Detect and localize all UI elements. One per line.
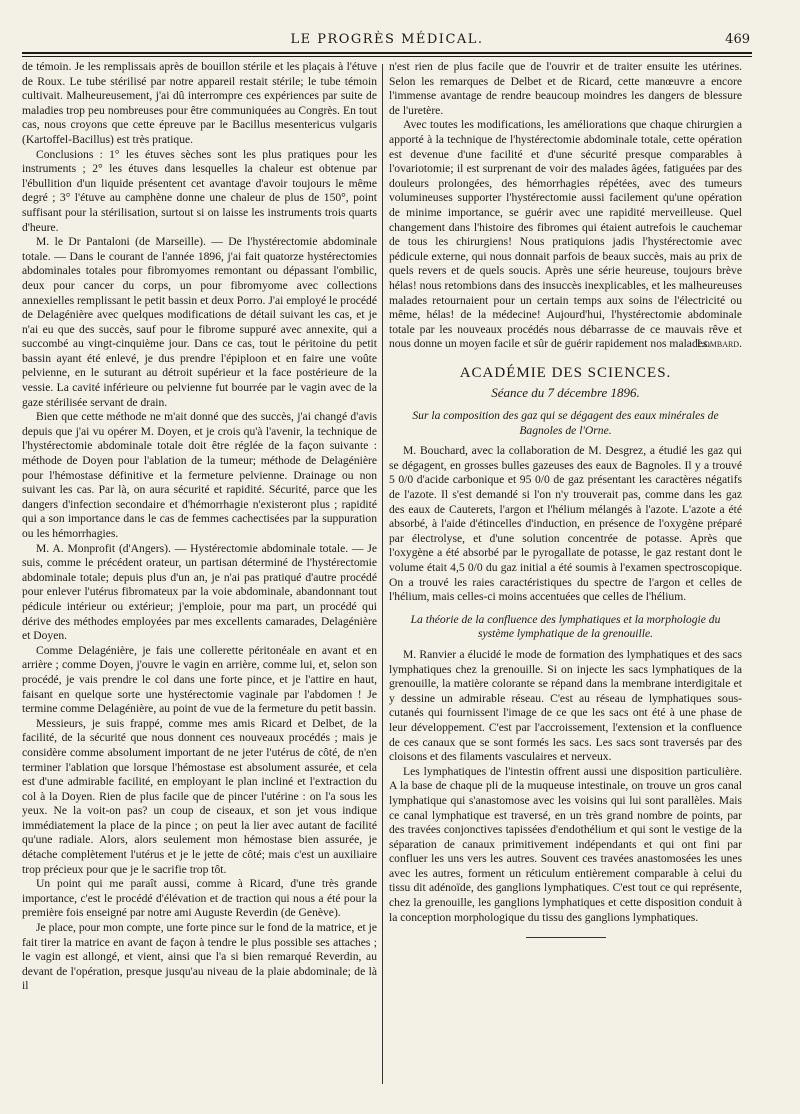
paragraph: M. A. Monprofit (d'Angers). — Hystérectomie abdominale totale. — Je suis, comme le précédent orateur, un partisan déterminé de l'hystérectomie abdominale totale; depuis plus d'un an, je n'ai pas pratiqué d'autre procédé pour enlever l'utérus fibromateux par la voie abdominale, abandonnant tout pédicule intérieur ou extérieur; j'emploie, pour ma part, un procédé qui dérive des méthodes employées par mes excellents camarades, Delagénière et Doyen. xyxy=(22,541,377,643)
paragraph: Bien que cette méthode ne m'ait donné que des succès, j'ai changé d'avis depuis que j'ai vu opérer M. Doyen, et je crois qu'à l'avenir, la technique de l'hystérectomie abdominale totale doit être réglée de la façon suivante : méthode de Doyen pour l'ablation de la tumeur; méthode de Delagénière pour l'hémostase définitive et la fermeture pelvienne. Drainage ou non suivant les cas. Par là, on aura sécurité et rapidité. Sécurité, parce que les dangers d'infection secondaire et d'hémorrhagie n'existeront plus ; rapidité qui a son importance dans le cas de femmes cachectisées par la suppuration ou les hémorrhagies. xyxy=(22,410,377,540)
paragraph: M. le Dr Pantaloni (de Marseille). — De l'hystérectomie abdominale totale. — Dans le courant de l'année 1896, j'ai fait quatorze hystérectomies abdominales totales pour fibromyomes remontant ou dépassant l'ombilic, deux pour cancer du corps, un pour fibromyome avec collections annexielles remplissant le petit bassin et deux Porro. J'ai employé le procédé de Delagénière avec quelques modifications de détail suivant les cas, et je n'ai eu que des succès, sauf pour le fibrome suppuré avec annexite, qui a succombé au vingt-cinquième jour. Dans ce cas, tout le péritoine du petit bassin ayant été enlevé, je dus prendre l'épiploon et en faire une voûte pelvienne, en le suturant au détroit supérieur et la face postérieure de la vessie. La cavité inférieure ou pelvienne fut bourrée par le vagin avec de la gaze stérilisée servant de drain. xyxy=(22,235,377,409)
article-subheading: La théorie de la confluence des lymphatiques et la morphologie du système lymphatique de la grenouille. xyxy=(410,612,721,641)
paragraph: de témoin. Je les remplissais après de bouillon stérile et les plaçais à l'étuve de Roux. Le tube stérilisé par notre appareil restait stérile; le tube témoin cultivait. Malheureusement, j'ai dû interrompre ces expériences par suite de maladies trop peu nombreuses pour être communiquées au Congrès. En tout cas, nous croyons que cette épreuve par le Bacillus mesentericus vulgaris (Kartoffel-Bacillus) est très pratique. xyxy=(22,60,377,146)
section-title: ACADÉMIE DES SCIENCES. xyxy=(459,364,672,381)
article-subheading: Sur la composition des gaz qui se dégagent des eaux minérales de Bagnoles de l'Orne. xyxy=(412,409,719,437)
left-column xyxy=(22,60,377,1096)
paragraph: M. Ranvier a élucidé le mode de formation des lymphatiques et des sacs lymphatiques chez la grenouille. Si on injecte les sacs lymphatiques de la grenouille, la matière colorante se répand dans la membrane interdigitale et y dessine un admirable réseau. C'est au réseau de lymphatiques sous-cutanés qui fournissent l'image de ce que les sacs ont été à une phase de leur développement. C'est par l'accroissement, l'extension et la confluence de ces canaux que se sont formés les sacs. Les sacs sont traversés par des cloisons et des filaments vasculaires et nerveux. xyxy=(389,647,742,764)
running-header xyxy=(22,26,752,52)
header-rule-thin xyxy=(22,56,752,57)
end-rule xyxy=(526,937,606,938)
paragraph: Les lymphatiques de l'intestin offrent aussi une disposition particulière. A la base de chaque pli de la muqueuse intestinale, on trouve un gros canal lymphatique qui s'anastomose avec les voisins qui lui sont parallèles. Mais ce canal lymphatique est traversé, en un très grand nombre de points, par des travées conjonctives tapissées d'endothélium et qui sont le vestige de la séparation de canaux primitivement indépendants et qui ont fini par confluer les uns vers les autres. Souvent ces travées anastomosées les unes avec les autres, forment un réticulum entièrement comparable à celui du tissu dit adénoïde, des ganglions lymphatiques. C'est tout ce qui représente, chez la grenouille, les ganglions lymphatiques et cette disposition conduit à la conception morphologique du tissu des ganglions lymphatiques. xyxy=(389,764,742,924)
paragraph: Un point qui me paraît aussi, comme à Ricard, d'une très grande importance, c'est le procédé d'élévation et de traction qui nous a été pour la première fois enseigné par notre ami Auguste Reverdin (de Genève). xyxy=(22,877,377,920)
author-signature: Lombard. xyxy=(696,337,742,351)
paragraph: Conclusions : 1° les étuves sèches sont les plus pratiques pour les instruments ; 2° les étuves dans lesquelles la chaleur est obtenue par l'ébullition d'un liquide présentent cet avantage d'avoir toujours le même degré ; 3° l'étuve au camphène donne une chaleur de plus de 150°, point suffisant pour la stérilisation, surtout si on laisse les instruments trois quarts d'heure. xyxy=(22,147,377,234)
header-rule-thick xyxy=(22,52,752,54)
paragraph: Je place, pour mon compte, une forte pince sur le fond de la matrice, et je fait tirer la matrice en avant de façon à tendre le plus possible ses attaches ; le vagin est allongé, et vient, ainsi que l'a si bien remarqué Reverdin, au devant de l'opération, presque jusqu'au niveau de la plaie abdominale; de là il xyxy=(22,921,377,993)
paragraph: Messieurs, je suis frappé, comme mes amis Ricard et Delbet, de la facilité, de la sécurité que nous donnent ces nouveaux procédés ; mais je considère comme absolument important de ne jeter l'utérus de côté, de n'en terminer l'ablation que lorsque l'hémostase est absolument assurée, et cela est d'une admirable facilité, en employant le plan incliné et l'extraction du col à la Doyen. Rien de plus facile que de pincer l'utérine : on l'a sous les yeux. Ne la voit-on pas? un coup de ciseaux, et son jet vous indique immédiatement la place de la pince ; on peut la lier avec autant de facilité qu'une radiale. Alors, alors seulement mon hémostase bien assurée, je détache complètement l'utérus et je le jette de côté; mais c'est un auxiliaire trop précieux pour que je le sacrifie trop tôt. xyxy=(22,716,377,876)
right-column xyxy=(389,60,742,1096)
paragraph: n'est rien de plus facile que de l'ouvrir et de traiter ensuite les utérines. Selon les remarques de Delbet et de Ricard, cette manœuvre a encore l'immense avantage de rendre beaucoup moindres les dangers de blessure de l'uretère. xyxy=(389,60,742,117)
paragraph: Avec toutes les modifications, les améliorations que chaque chirurgien a apporté à la technique de l'hystérectomie abdominale totale, cette opération est devenue d'une facilité et d'une sécurité presque comparables à l'ovariotomie; il est surprenant de voir des malades âgées, fatiguées par des douleurs prolongées, des hémorrhagies répétées, avec des tumeurs volumineuses supporter l'hystérectomie aussi facilement qu'une opération de minime importance, se guérir avec une rapidité merveilleuse. Quel changement dans l'histoire des fibromes qui étaient autrefois le cauchemar de tous les chirurgiens! Nous pratiquions jadis l'hystérectomie avec pédicule externe, qui nous donnait parfois de beaux succès, mais au prix de quels revers et de quels soucis. Après une série heureuse, toujours brève hélas! nous retombions dans des insuccès inexplicables, et les malheureuses malades retournaient pour un certain temps aux soins de l'électricité ou même, hélas! de la médecine! Aujourd'hui, l'hystérectomie abdominale totale par les nouveaux procédés nous débarrasse de ce mauvais rêve et nous donne un moyen facile et sûr de guérir rapidement nos malades. xyxy=(389,118,742,351)
session-date: Séance du 7 décembre 1896. xyxy=(491,385,640,401)
journal-title: LE PROGRÈS MÉDICAL. xyxy=(290,32,484,47)
paragraph: Comme Delagénière, je fais une collerette péritonéale en avant et en arrière ; comme Doyen, j'ouvre le vagin en arrière, comme lui, et, selon son procédé, je vais prendre le col dans une forte pince, et je l'attire en haut, faisant en quelque sorte une hystérectomie vaginale par l'abdomen ! Je termine comme Delagénière, au point de vue de la fermeture du petit bassin. xyxy=(22,643,377,716)
column-divider xyxy=(382,64,383,1084)
page-number: 469 xyxy=(725,32,750,47)
paragraph: M. Bouchard, avec la collaboration de M. Desgrez, a étudié les gaz qui se dégagent, en grosses bulles gazeuses des eaux de Bagnoles. Il y a trouvé 5 0/0 d'acide carbonique et 95 0/0 de gaz présentant les caractères négatifs de l'azote. Il s'est demandé si l'on n'y trouverait pas, comme dans les gaz des eaux de Cauterets, l'argon et l'hélium mélangés à l'azote. L'azote a été absorbé, à l'aide d'étincelles d'induction, en présence de l'oxygène préparé par électrolyse, et d'une solution concentrée de potasse. Après que l'oxygène a été absorbé par le pyrogallate de potasse, le gaz restant dont le volume était 4,5 0/0 du gaz initial a été soumis à l'examen spectroscopique. On a trouvé les raies caractéristiques du spectre de l'argon et celles de l'hélium, mais celles-ci moins accentuées que celles de l'hélium. xyxy=(389,444,742,604)
